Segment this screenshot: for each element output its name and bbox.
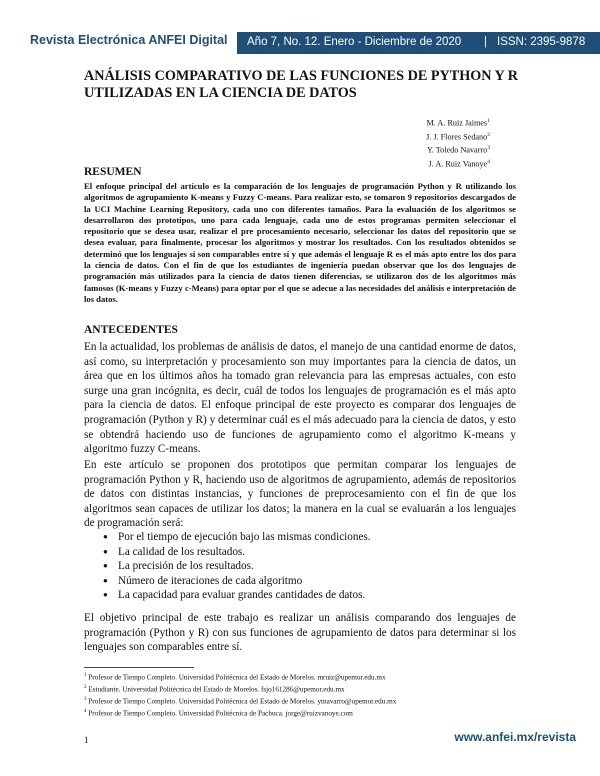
list-item: ● La capacidad para evaluar grandes cantidades de datos. xyxy=(84,588,516,603)
footnote: $^2$ Estudiante. Universidad Politécnica del Estado de Morelos. fsjo161286@upemor.edu.mx xyxy=(84,684,345,694)
header-separator: | xyxy=(484,36,487,48)
footnote: $^3$ Profesor de Tiempo Completo. Universidad Politécnica del Estado de Morelos. ytnavarro@upemor.edu.mx xyxy=(84,696,397,706)
list-item: ● Por el tiempo de ejecución bajo las mismas condiciones. xyxy=(84,530,516,545)
resumen-heading: RESUMEN xyxy=(84,166,142,178)
footnote-divider xyxy=(84,667,194,668)
body-paragraph: En este artículo se proponen dos prototipos que permitan comparar los lenguajes de programación Python y R, haciendo uso de algoritmos de agrupamiento, además de repositorios de datos con distintas instancias, y funciones de preprocesamiento con el fin de que los algoritmos sean capaces de utilizar los datos; la manera en la cual se evaluarán a los lenguajes de programación será: xyxy=(84,459,516,530)
body-paragraph: El objetivo principal de este trabajo es realizar un análisis comparando dos lenguajes de programación (Python y R) con sus funciones de agrupamiento de datos para determinar si los lenguajes son comparables entre sí. xyxy=(84,612,516,654)
footnote: $^4$ Profesor de Tiempo Completo. Universidad Politécnica de Pachuca. jorge@ruizvanoye.com xyxy=(84,708,353,718)
author: J. A. Ruiz Vanoye$^4$ xyxy=(428,158,490,169)
author: Y. Toledo Navarro$^3$ xyxy=(426,145,490,155)
issn: ISSN: 2395-9878 xyxy=(497,36,586,48)
abstract-text: El enfoque principal del artículo es la comparación de los lenguajes de programación Python y R utilizando los algoritmos de agrupamiento K-means y Fuzzy C-means. Para realizar esto, se tomaron 9 repositorios descargados de la UCI Machine Learning Repository, cada uno con diferentes tamaños. Para la evaluación de los algoritmos se desarrollaron dos prototipos, uno para cada lenguaje, cada uno de estos programas permiten seleccionar el repositorio que se desea usar, realizar el pre procesamiento necesario, seleccionar los datos del repositorio que se desea evaluar, para finalmente, procesar los algoritmos y mostrar los resultados. Con los resultados obtenidos se determinó que los lenguajes si son comparables entre sí y que además el lenguaje R es el más apto entre los dos para la ciencia de datos. Con el fin de que los estudiantes de ingeniería puedan observar que los dos lenguajes de programación más utilizados para la ciencia de datos tienen diferencias, se utilizaron dos de los algoritmos más famosos (K-means y Fuzzy c-Means) para optar por el que se adecue a las necesidades del análisis e interpretación de los datos. xyxy=(84,181,516,304)
author-list xyxy=(426,116,490,170)
footnote: $^1$ Profesor de Tiempo Completo. Universidad Politécnica del Estado de Morelos. mruiz@upemor.edu.mx xyxy=(84,673,386,682)
evaluation-criteria-list xyxy=(84,530,516,603)
issue-info: Año 7, No. 12. Enero - Diciembre de 2020 xyxy=(247,36,462,48)
antecedentes-heading: ANTECEDENTES xyxy=(84,324,178,336)
body-paragraph: En la actualidad, los problemas de análisis de datos, el manejo de una cantidad enorme de datos, así como, su interpretación y procesamiento son muy importantes para la ciencia de datos, un área que en los últimos años ha tomado gran relevancia para las empresas actuales, con esto surge una gran incógnita, es decir, cuál de todos los lenguajes de programación es el más apto para la ciencia de datos. El enfoque principal de este proyecto es comparar dos lenguajes de programación (Python y R) y determinar cuál es el más adecuado para la ciencia de datos, y esto se obtendrá haciendo uso de funciones de agrupamiento como el algoritmo K-means y algoritmo fuzzy C-means. xyxy=(84,341,516,456)
list-item: ● Número de iteraciones de cada algoritmo xyxy=(84,574,516,589)
list-item: ● La precisión de los resultados. xyxy=(84,559,516,574)
list-item: ● La calidad de los resultados. xyxy=(84,545,516,560)
page-number: 1 xyxy=(84,735,89,745)
journal-header xyxy=(0,32,600,54)
journal-name: Revista Electrónica ANFEI Digital xyxy=(30,33,228,47)
footnotes xyxy=(84,671,524,719)
article-title: ANÁLISIS COMPARATIVO DE LAS FUNCIONES DE PYTHON Y R UTILIZADAS EN LA CIENCIA DE DATOS xyxy=(84,68,519,101)
author: M. A. Ruiz Jaimes$^1$ xyxy=(426,118,490,128)
issue-band xyxy=(237,32,600,54)
journal-website-link[interactable]: www.anfei.mx/revista xyxy=(454,730,576,744)
author: J. J. Flores Sedano$^2$ xyxy=(426,131,490,142)
